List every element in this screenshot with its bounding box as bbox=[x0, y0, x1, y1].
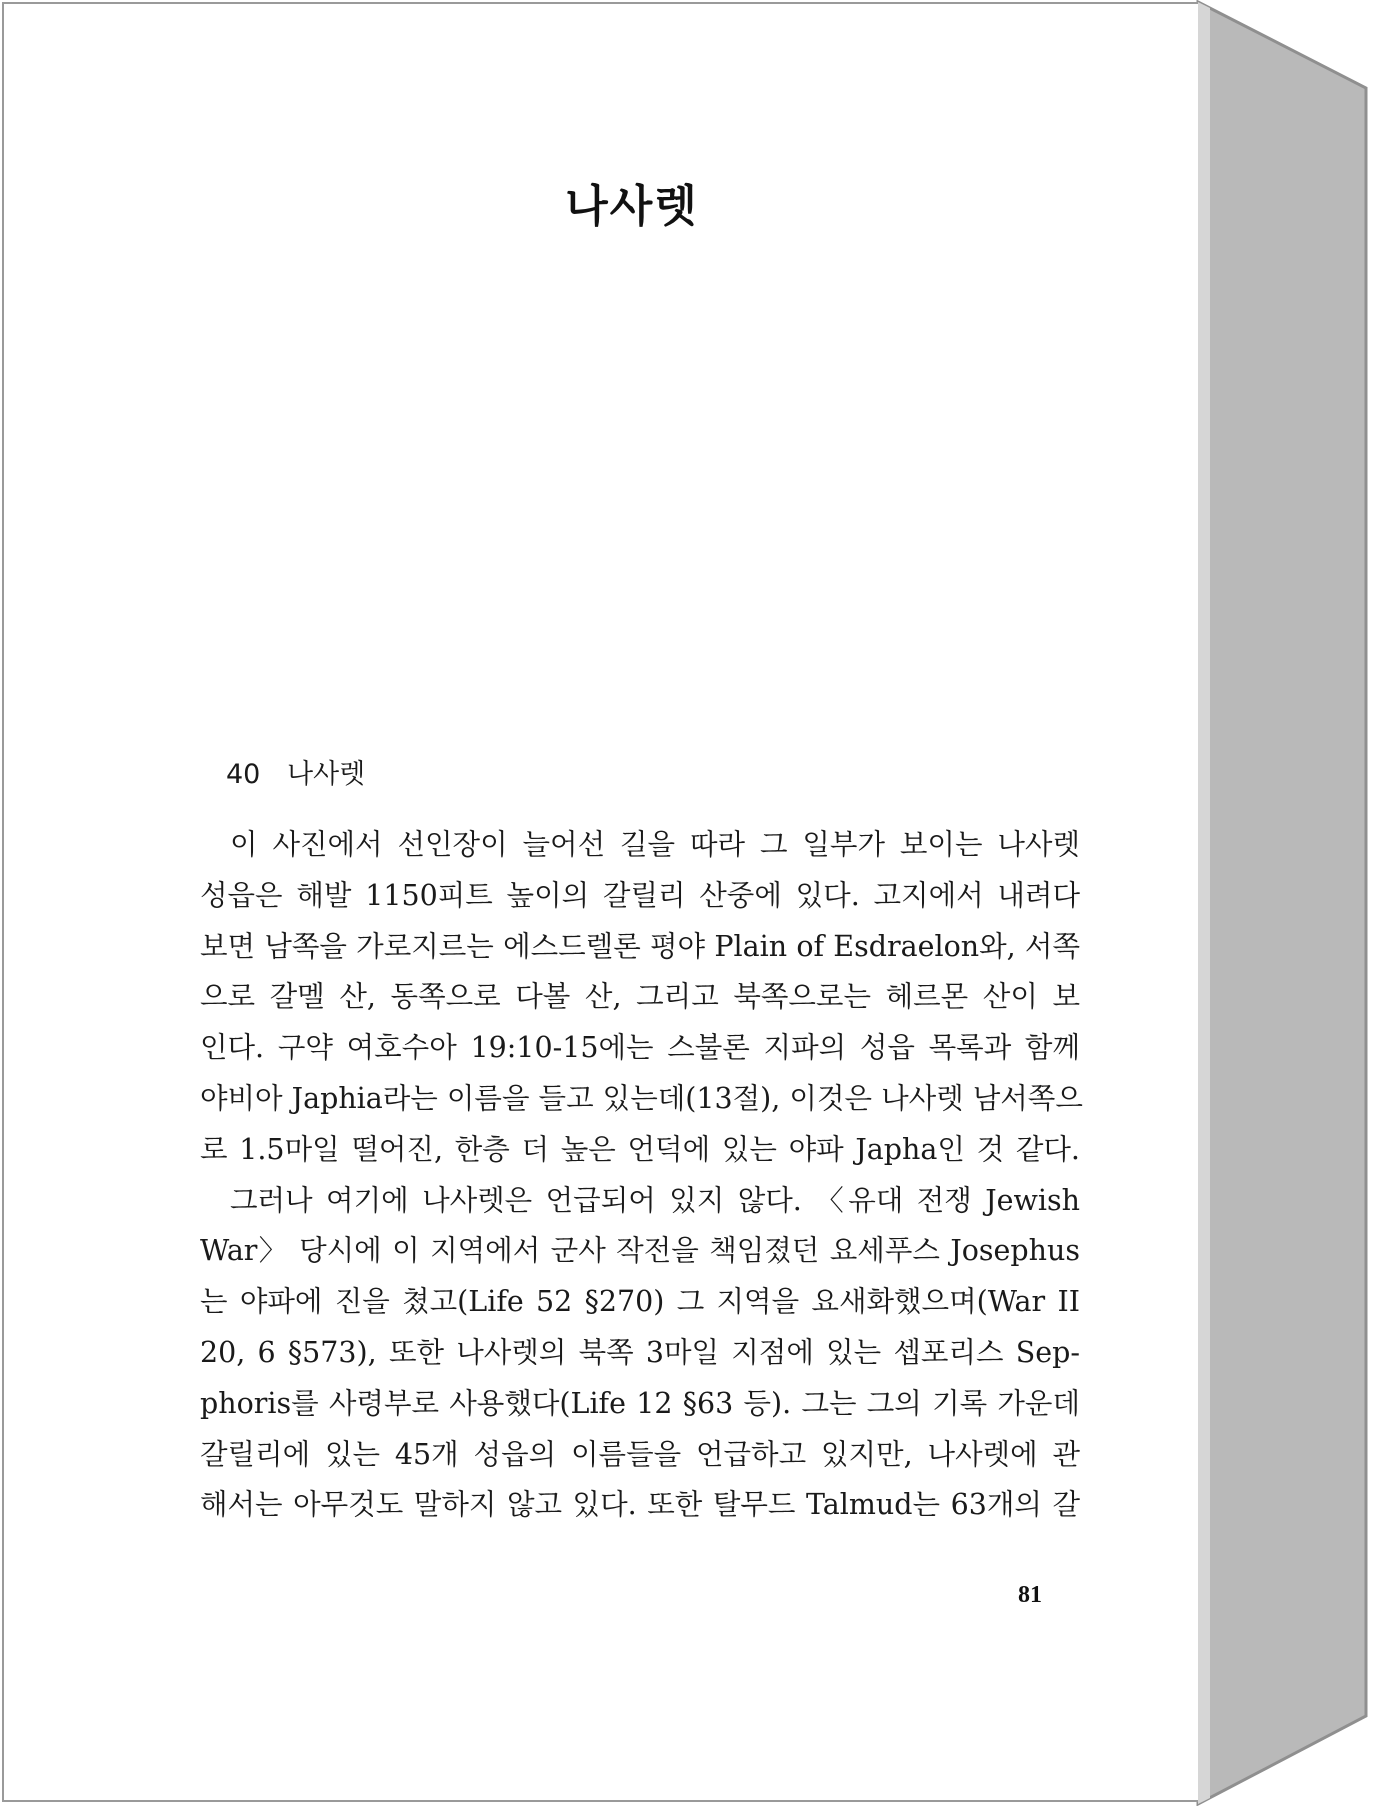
text-line: 는 야파에 진을 쳤고(Life 52 §270) 그 지역을 요새화했으며(War II bbox=[200, 1285, 1080, 1319]
text-line: 그러나 여기에 나사렛은 언급되어 있지 않다. 〈유대 전쟁 Jewish bbox=[230, 1183, 1080, 1217]
book-edge-face bbox=[1198, 2, 1366, 1804]
text-line: 으로 갈멜 산, 동쪽으로 다볼 산, 그리고 북쪽으로는 헤르몬 산이 보 bbox=[200, 980, 1080, 1014]
text-line: 이 사진에서 선인장이 늘어선 길을 따라 그 일부가 보이는 나사렛 bbox=[230, 828, 1080, 861]
text-line: 보면 남쪽을 가로지르는 에스드렐론 평야 Plain of Esdraelon와, 서쪽 bbox=[200, 929, 1080, 963]
text-line: 로 1.5마일 떨어진, 한층 더 높은 언덕에 있는 야파 Japha인 것 같다. bbox=[200, 1132, 1080, 1166]
text-line: 갈릴리에 있는 45개 성읍의 이름들을 언급하고 있지만, 나사렛에 관 bbox=[200, 1437, 1080, 1471]
caption-label: 나사렛 bbox=[286, 759, 366, 790]
text-line: 야비아 Japhia라는 이름을 들고 있는데(13절), 이것은 나사렛 남서쪽으 bbox=[200, 1081, 1083, 1115]
text-line: 20, 6 §573), 또한 나사렛의 북쪽 3마일 지점에 있는 셉포리스 Sep- bbox=[200, 1335, 1080, 1369]
page-number: 81 bbox=[1018, 1582, 1042, 1608]
text-line: War〉 당시에 이 지역에서 군사 작전을 책임졌던 요세푸스 Josephus bbox=[200, 1234, 1080, 1268]
text-line: phoris를 사령부로 사용했다(Life 12 §63 등). 그는 그의 기록 가운데 bbox=[200, 1386, 1080, 1420]
book-edge-highlight bbox=[1198, 2, 1210, 1804]
text-line: 해서는 아무것도 말하지 않고 있다. 또한 탈무드 Talmud는 63개의 갈 bbox=[200, 1488, 1080, 1522]
page-title: 나사렛 bbox=[565, 181, 699, 232]
caption-number: 40 bbox=[226, 759, 261, 790]
text-line: 성읍은 해발 1150피트 높이의 갈릴리 산중에 있다. 고지에서 내려다 bbox=[200, 878, 1080, 912]
text-line: 인다. 구약 여호수아 19:10-15에는 스불론 지파의 성읍 목록과 함께 bbox=[200, 1031, 1080, 1065]
photo-caption bbox=[226, 752, 365, 791]
body-text bbox=[200, 820, 1083, 1531]
